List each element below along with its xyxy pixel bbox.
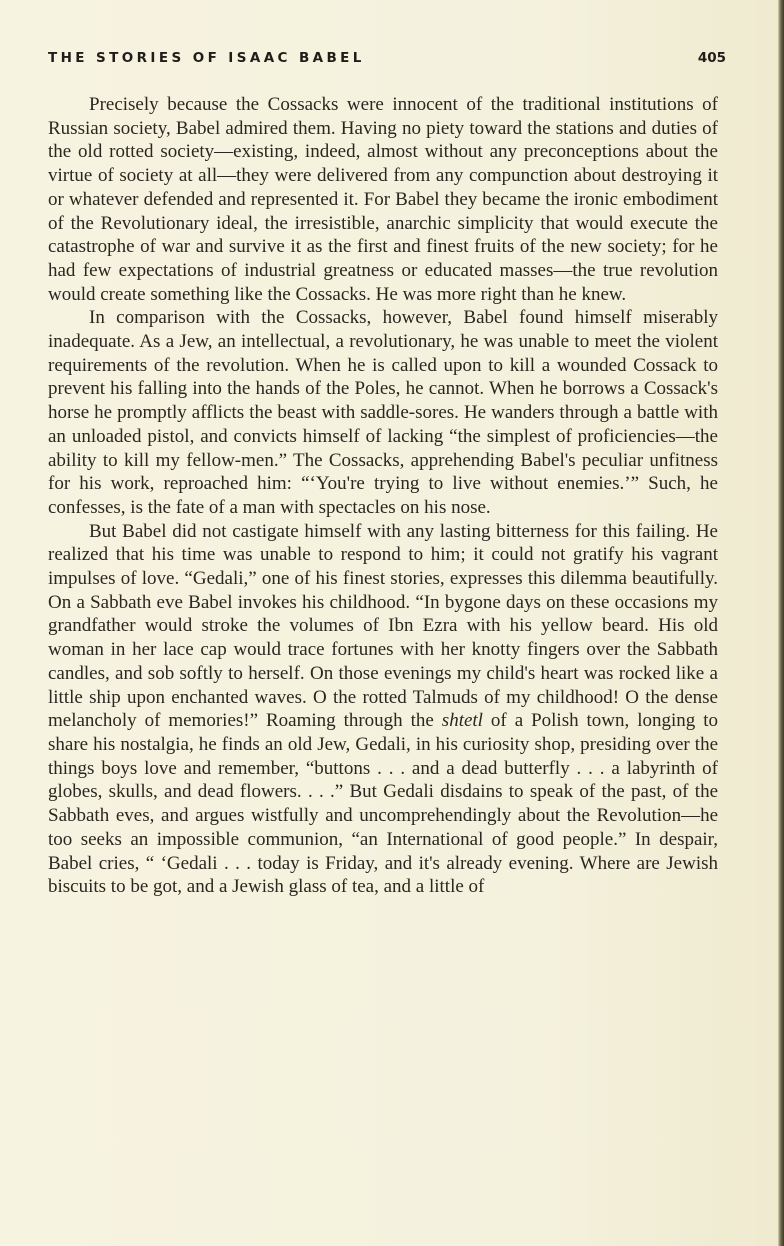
body-text [48, 93, 718, 899]
page-number: 405 [697, 50, 726, 66]
paragraph-3-part-1: But Babel did not castigate himself with any lasting bitterness for this failing. He realized that his time was unable to respond to him; it could not gratify his vagrant impulses of love. “Gedali,” one of his finest stories, expresses this dilemma beautifully. On a Sabbath eve Babel invokes his childhood. “In bygone days on these occasions my grandfather would stroke the volumes of Ibn Ezra with his yellow beard. His old woman in her lace cap would trace fortunes with her knotty fingers over the Sabbath candles, and sob softly to herself. On those evenings my child's heart was rocked like a little ship upon enchanted waves. O the rotted Talmuds of my childhood! O the dense melancholy of memories!” Roaming through the [48, 520, 718, 732]
paragraph-3-part-2: of a Polish town, longing to share his nostalgia, he finds an old Jew, Gedali, in his curiosity shop, presiding over the things boys love and remember, “buttons . . . and a dead butterfly . . . a labyrinth of globes, skulls, and dead flowers. . . .” But Gedali disdains to speak of the past, of the Sabbath eves, and argues wistfully and uncomprehendingly about the Revolution—he too seeks an impossible communion, “an International of good people.” In despair, Babel cries, “ ‘Gedali . . . today is Friday, and it's already evening. Where are Jewish biscuits to be got, and a Jewish glass of tea, and a little of [48, 710, 719, 898]
page-edge [778, 0, 784, 1246]
italic-word-shtetl: shtetl [441, 710, 483, 732]
running-title: THE STORIES OF ISAAC BABEL [48, 50, 365, 66]
running-head [48, 50, 726, 72]
paragraph-2: In comparison with the Cossacks, however, Babel found himself miserably inadequate. As a Jew, an intellectual, a revolutionary, he was unable to meet the violent requirements of the revolution. When he is called upon to kill a wounded Cossack to prevent his falling into the hands of the Poles, he cannot. When he borrows a Cossack's horse he promptly afflicts the beast with saddle-sores. He wanders through a battle with an unloaded pistol, and convicts himself of lacking “the simplest of proficiencies—the ability to kill my fellow-men.” The Cossacks, apprehending Babel's peculiar unfitness for his work, reproached him: “‘You're trying to live without enemies.’” Such, he confesses, is the fate of a man with spectacles on his nose. [48, 307, 718, 518]
paragraph-1: Precisely because the Cossacks were innocent of the traditional institutions of Russian society, Babel admired them. Having no piety toward the stations and duties of the old rotted society—existing, indeed, almost without any preconceptions about the virtue of society at all—they were delivered from any compunction about destroying it or whatever defended and represented it. For Babel they became the ironic embodiment of the Revolutionary ideal, the irresistible, anarchic simplicity that would execute the catastrophe of war and survive it as the first and finest fruits of the new society; for he had few expectations of industrial greatness or educated masses—the true revolution would create something like the Cossacks. He was more right than he knew. [48, 94, 718, 305]
paragraph-3 [48, 520, 718, 899]
